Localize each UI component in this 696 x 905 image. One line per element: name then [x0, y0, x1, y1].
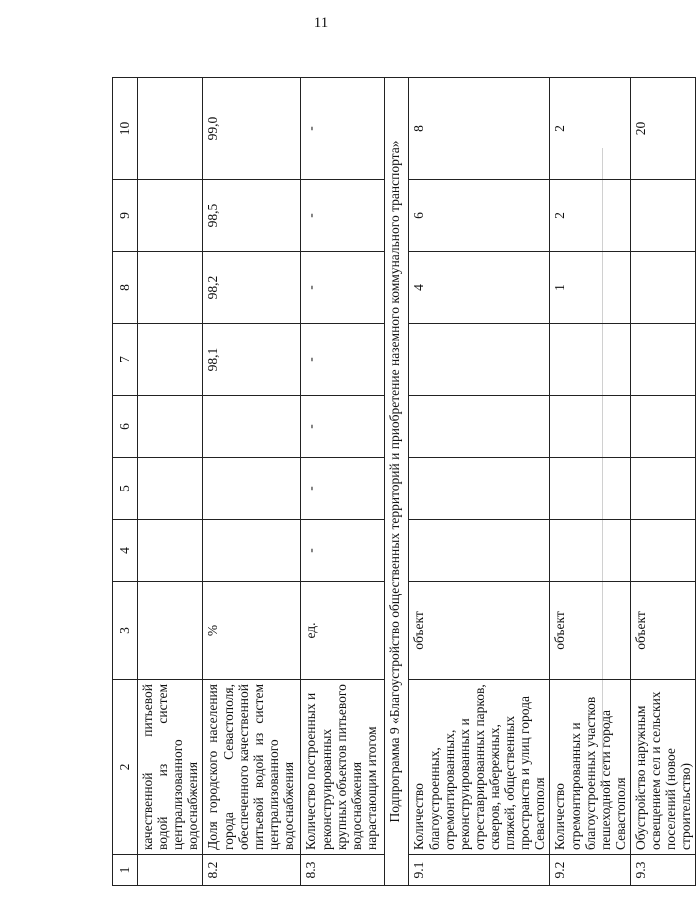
- row-number: 9.3: [630, 855, 695, 886]
- row-number: [138, 855, 203, 886]
- value-cell: [138, 180, 203, 252]
- row-number: 9.1: [409, 855, 550, 886]
- unit-cell: ед.: [301, 582, 385, 680]
- indicators-table: [112, 77, 696, 886]
- header-cell: 1: [113, 855, 138, 886]
- value-cell: 1: [550, 252, 631, 324]
- value-cell: -: [301, 180, 385, 252]
- value-cell: 8: [409, 78, 550, 180]
- value-cell: [138, 458, 203, 520]
- value-cell: [550, 458, 631, 520]
- value-cell: [138, 520, 203, 582]
- table-row: [550, 78, 631, 886]
- value-cell: [203, 396, 301, 458]
- value-cell: [550, 324, 631, 396]
- row-number: 8.2: [203, 855, 301, 886]
- value-cell: 98,2: [203, 252, 301, 324]
- indicator-name: качественной питьевой водой из систем централизованного водоснабжения: [138, 680, 203, 855]
- value-cell: -: [301, 252, 385, 324]
- table-row: [409, 78, 550, 886]
- unit-cell: %: [203, 582, 301, 680]
- value-cell: 4: [409, 252, 550, 324]
- value-cell: -: [301, 78, 385, 180]
- subprogram-row: [385, 78, 409, 886]
- value-cell: [630, 252, 695, 324]
- indicator-name: Количество отремонтированных и благоустроенных участков пешеходной сети города Севастополя: [550, 680, 631, 855]
- value-cell: [138, 324, 203, 396]
- value-cell: [630, 458, 695, 520]
- value-cell: 6: [409, 180, 550, 252]
- value-cell: [550, 520, 631, 582]
- value-cell: [203, 520, 301, 582]
- value-cell: [138, 252, 203, 324]
- header-cell: 5: [113, 458, 138, 520]
- value-cell: [630, 180, 695, 252]
- value-cell: [630, 520, 695, 582]
- value-cell: 98,1: [203, 324, 301, 396]
- table-row: [301, 78, 385, 886]
- value-cell: -: [301, 324, 385, 396]
- value-cell: 20: [630, 78, 695, 180]
- header-cell: 9: [113, 180, 138, 252]
- header-cell: 4: [113, 520, 138, 582]
- value-cell: [630, 324, 695, 396]
- header-cell: 6: [113, 396, 138, 458]
- value-cell: -: [301, 396, 385, 458]
- header-cell: 2: [113, 680, 138, 855]
- unit-cell: объект: [409, 582, 550, 680]
- value-cell: [409, 324, 550, 396]
- unit-cell: объект: [630, 582, 695, 680]
- row-number: 9.2: [550, 855, 631, 886]
- unit-cell: объект: [550, 582, 631, 680]
- header-cell: 8: [113, 252, 138, 324]
- value-cell: [203, 458, 301, 520]
- table-row: [630, 78, 695, 886]
- value-cell: [138, 396, 203, 458]
- value-cell: -: [301, 520, 385, 582]
- value-cell: [630, 396, 695, 458]
- subprogram-title: Подпрограмма 9 «Благоустройство общественных территорий и приобретение наземного коммунального транспорта»: [385, 78, 409, 886]
- rotated-table-container: [112, 78, 694, 886]
- value-cell: 99,0: [203, 78, 301, 180]
- header-row: [113, 78, 138, 886]
- value-cell: 2: [550, 78, 631, 180]
- indicator-name: Количество построенных и реконструированных крупных объектов питьевого водоснабжения нарастающим итогом: [301, 680, 385, 855]
- header-cell: 7: [113, 324, 138, 396]
- value-cell: [409, 458, 550, 520]
- value-cell: [409, 520, 550, 582]
- value-cell: [138, 78, 203, 180]
- table-row: [138, 78, 203, 886]
- page-number: 11: [313, 15, 329, 31]
- header-cell: 10: [113, 78, 138, 180]
- value-cell: [409, 396, 550, 458]
- value-cell: 98,5: [203, 180, 301, 252]
- table-row: [203, 78, 301, 886]
- unit-cell: [138, 582, 203, 680]
- indicator-name: Доля городского населения города Севастополя, обеспеченного качественной питьевой водой из систем централизованного водоснабжения: [203, 680, 301, 855]
- row-number: 8.3: [301, 855, 385, 886]
- value-cell: 2: [550, 180, 631, 252]
- value-cell: -: [301, 458, 385, 520]
- indicator-name: Количество благоустроенных, отремонтированных, реконструированных и отреставрированных парков, скверов, набережных, пляжей, общественных пространств и улиц города Севастополя: [409, 680, 550, 855]
- indicator-name: Обустройство наружным освещением сел и сельских поселений (новое строительство): [630, 680, 695, 855]
- header-cell: 3: [113, 582, 138, 680]
- value-cell: [550, 396, 631, 458]
